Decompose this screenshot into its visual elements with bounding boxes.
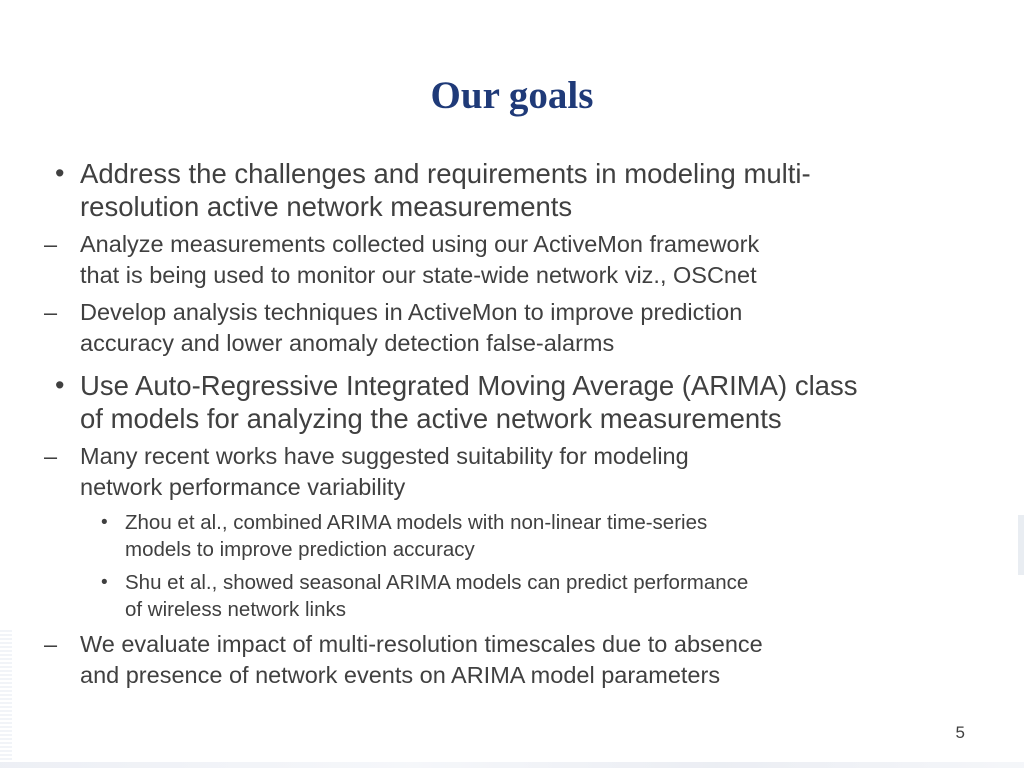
bullet-marker: •: [101, 512, 108, 533]
bullet-2: [55, 369, 985, 435]
sub-bullet-2-1-line-1: Many recent works have suggested suitability for modeling: [80, 443, 689, 469]
bullet-marker: •: [55, 370, 65, 400]
dash-marker: –: [44, 443, 58, 469]
dash-marker: –: [44, 631, 58, 657]
bullet-1: [55, 157, 985, 223]
sub-bullet-2-1-line-2: network performance variability: [80, 474, 406, 500]
sub-bullet-1-1-line-2: that is being used to monitor our state-wide network viz., OSCnet: [80, 262, 757, 288]
bullet-2-line-2: of models for analyzing the active network measurements: [80, 403, 782, 434]
sub-sub-bullet-2-1-2: [101, 569, 985, 623]
sub-bullet-1-1: [44, 229, 985, 291]
sub-bullet-1-1-line-1: Analyze measurements collected using our ActiveMon framework: [80, 231, 760, 257]
decorative-footer-band: [0, 762, 1024, 768]
bullet-marker: •: [55, 158, 65, 188]
bullet-1-line-2: resolution active network measurements: [80, 191, 573, 222]
sub-sub-bullet-2-1-2-line-2: of wireless network links: [125, 598, 347, 621]
dash-marker: –: [44, 231, 58, 257]
sub-sub-bullet-2-1-1-line-1: Zhou et al., combined ARIMA models with non-linear time-series: [125, 511, 708, 534]
sub-sub-bullet-2-1-1-line-2: models to improve prediction accuracy: [125, 538, 475, 561]
sub-bullet-1-2-line-1: Develop analysis techniques in ActiveMon to improve prediction: [80, 299, 743, 325]
bullet-2-line-1: Use Auto-Regressive Integrated Moving Average (ARIMA) class: [80, 370, 858, 401]
sub-sub-bullet-2-1-1: [101, 509, 985, 563]
sub-bullet-2-2: [44, 629, 985, 691]
sub-sub-bullet-2-1-2-line-1: Shu et al., showed seasonal ARIMA models can predict performance: [125, 571, 749, 594]
sub-bullet-2-1: [44, 441, 985, 503]
sub-bullet-2-2-line-2: and presence of network events on ARIMA model parameters: [80, 662, 721, 688]
sub-bullet-1-2: [44, 297, 985, 359]
sub-bullet-1-2-line-2: accuracy and lower anomaly detection false-alarms: [80, 330, 615, 356]
page-number: 5: [955, 723, 965, 742]
slide-body: [44, 157, 985, 691]
dash-marker: –: [44, 299, 58, 325]
slide-title: Our goals: [430, 74, 594, 117]
decorative-stripe: [0, 630, 12, 760]
sub-bullet-2-2-line-1: We evaluate impact of multi-resolution timescales due to absence: [80, 631, 763, 657]
bullet-1-line-1: Address the challenges and requirements in modeling multi-: [80, 158, 811, 189]
bullet-marker: •: [101, 572, 108, 593]
decorative-edge: [1018, 515, 1024, 575]
